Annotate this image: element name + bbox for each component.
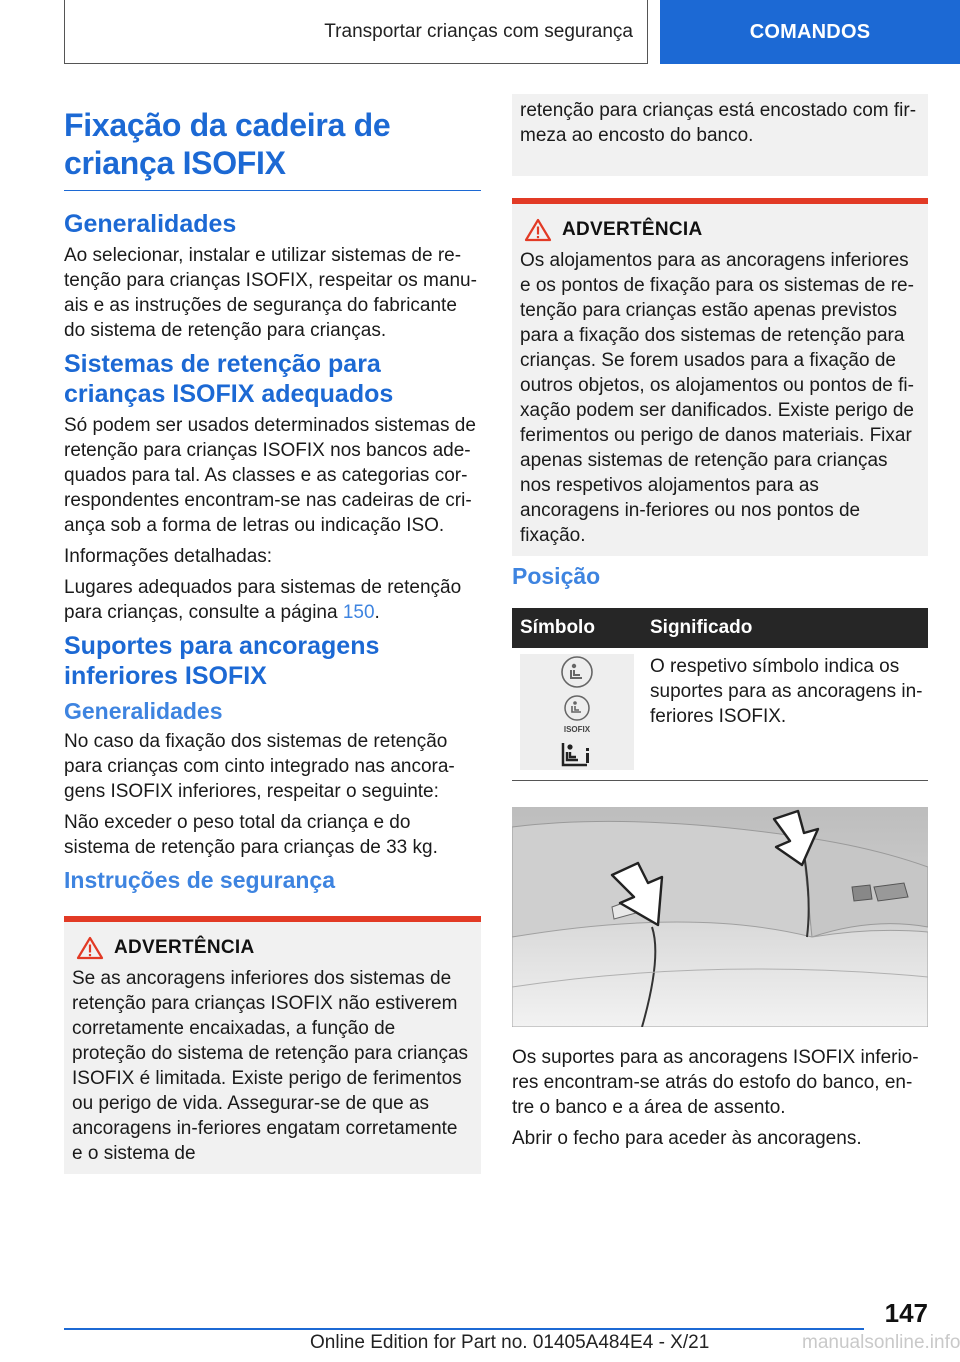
warning-text: Se as ancoragens inferiores dos sistemas de retenção para crianças ISOFIX não estiverem corretamente encaixadas, a função de proteção do sistema de retenção para crianças ISOFIX é limitada. Existe perigo de ferimentos ou perigo de vida. Assegurar-se de que as ancoragens in-feriores engatam corretamente e o sistema de <box>72 968 469 1164</box>
page-link-150[interactable]: 150 <box>342 602 375 623</box>
warning-text: Os alojamentos para as ancoragens inferiores e os pontos de fixação para os sistemas de re-tenção para crianças estão apenas previstos para a fixação dos sistemas de retenção para crianças. Se forem usados para a fixação de outros objetos, os alojamentos ou pontos de fi-xação podem ser danificados. Existe perigo de ferimentos ou perigo de danos materiais. Fixar apenas sistemas de retenção para crianças nos respetivos alojamentos para as ancoragens in-feriores ou nos pontos de fixação. <box>520 250 914 546</box>
column-header-meaning: Significado <box>642 608 928 648</box>
isofix-seat-icon <box>560 693 594 735</box>
warning-triangle-icon <box>76 936 104 960</box>
heading-suportes: Suportes para ancoragens inferiores ISOFIX <box>64 632 380 690</box>
heading-generalidades: Generalidades <box>64 210 237 238</box>
warning-header <box>72 936 473 960</box>
heading-instrucoes: Instruções de segurança <box>64 867 335 893</box>
page-title: Fixação da cadeira de criança ISOFIX <box>64 100 481 191</box>
meaning-cell <box>642 648 928 781</box>
table-row <box>512 648 928 781</box>
warning-header <box>520 218 920 242</box>
info-paragraph <box>64 575 481 625</box>
page-number: 147 <box>884 1298 928 1328</box>
paragraph-sistemas: Só podem ser usados determinados sistemas de retenção para crianças ISOFIX nos bancos ade-quados para tal. As classes e as categorias cor-respondentes encontram-se nas cadeiras de cri-ança sob a forma de letras ou indicação ISO. <box>64 415 476 536</box>
watermark: manualsonline.info <box>802 1332 960 1353</box>
warning-title: ADVERTÊNCIA <box>562 219 703 240</box>
rear-seat-illustration <box>512 807 928 1027</box>
right-column <box>512 100 928 1157</box>
meaning-text: O respetivo símbolo indica os suportes para as ancoragens in-feriores ISOFIX. <box>650 656 923 727</box>
isofix-info-icon <box>560 739 594 769</box>
isofix-symbols <box>520 654 634 770</box>
warning-title: ADVERTÊNCIA <box>114 937 255 958</box>
photo-caption-2: Abrir o fecho para aceder às ancoragens. <box>512 1128 862 1149</box>
section-title: Transportar crianças com segurança <box>324 20 633 42</box>
warning-box-2 <box>512 198 928 556</box>
symbol-cell <box>512 648 642 781</box>
child-seat-icon <box>560 655 594 689</box>
subheading-generalidades: Generalidades <box>64 698 223 724</box>
column-header-symbol: Símbolo <box>512 608 642 648</box>
left-column <box>64 100 481 1174</box>
running-header-section <box>64 0 648 64</box>
heading-posicao: Posição <box>512 563 601 589</box>
chapter-tab-label: COMANDOS <box>749 20 871 43</box>
info-label: Informações detalhadas: <box>64 546 273 567</box>
edition-text: Online Edition for Part no. 01405A484E4 - X/21 <box>310 1332 710 1353</box>
info-end: . <box>374 602 380 623</box>
isofix-seat-photo <box>512 807 928 1027</box>
symbol-table <box>512 608 928 781</box>
paragraph-suportes-1: No caso da fixação dos sistemas de retenção para crianças com cinto integrado nas ancora-gens ISOFIX inferiores, respeitar o seguinte: <box>64 731 455 802</box>
warning-box-1-continued <box>512 94 928 176</box>
footer-divider <box>64 1328 864 1330</box>
warning-box-1 <box>64 916 481 1174</box>
photo-caption-1: Os suportes para as ancoragens ISOFIX inferio-res encontram-se atrás do estofo do banco, en-tre o banco e a área de assento. <box>512 1047 919 1118</box>
warning-triangle-icon <box>524 218 552 242</box>
paragraph-generalidades: Ao selecionar, instalar e utilizar sistemas de re-tenção para crianças ISOFIX, respeitar os manu-ais e as instruções de segurança do fabricante do sistema de retenção para crianças. <box>64 245 477 341</box>
isofix-label: ISOFIX <box>563 725 591 734</box>
warning-text-continued: retenção para crianças está encostado com fir-meza ao encosto do banco. <box>520 100 917 146</box>
paragraph-suportes-2: Não exceder o peso total da criança e do sistema de retenção para crianças de 33 kg. <box>64 812 438 858</box>
chapter-tab[interactable] <box>660 0 960 64</box>
table-header-row <box>512 608 928 648</box>
heading-sistemas: Sistemas de retenção para crianças ISOFIX adequados <box>64 350 394 408</box>
info-text: Lugares adequados para sistemas de retenção para crianças, consulte a página <box>64 577 462 623</box>
